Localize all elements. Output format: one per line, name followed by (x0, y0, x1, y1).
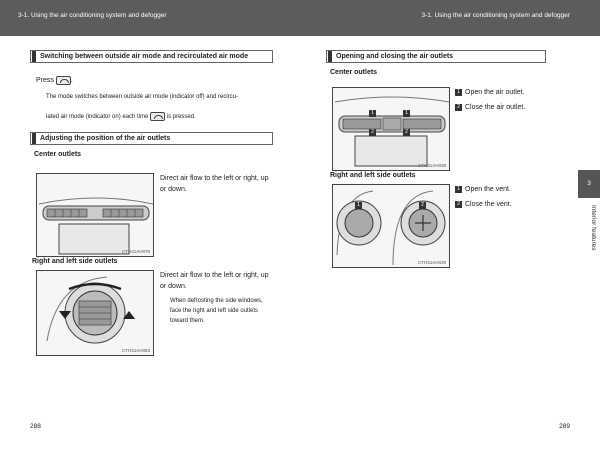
step-number: 1 (455, 89, 462, 96)
section-title: Opening and closing the air outlets (336, 53, 454, 60)
callout-1: 1 (355, 202, 362, 209)
center-vent-illustration (333, 88, 450, 171)
step-number: 2 (455, 201, 462, 208)
center-outlets-steps (455, 87, 555, 113)
section-marker (32, 133, 36, 144)
header-right-title: 3-1. Using the air conditioning system and defogger (421, 12, 570, 19)
recirculate-button-icon (56, 76, 71, 85)
step-text: Open the vent. (465, 186, 511, 193)
step-text: Close the vent. (465, 201, 512, 208)
section-switching-air-mode (30, 50, 273, 63)
center-outlets-heading: Center outlets (330, 69, 378, 76)
step-text: Open the air outlet. (465, 89, 525, 96)
press-end: . (70, 77, 73, 84)
chapter-tab-label: Interior features (590, 205, 597, 251)
side-outlets-open-close-figure (332, 184, 450, 268)
figure-code: CTH31AH083 (121, 348, 150, 353)
side-outlets-figure (36, 270, 154, 356)
step-item (455, 87, 555, 98)
center-outlets-figure (36, 173, 154, 257)
section-title: Switching between outside air mode and recirculated air mode (40, 53, 249, 60)
side-outlets-heading: Right and left side outlets (330, 172, 416, 179)
mode-description (46, 92, 273, 122)
step-number: 1 (455, 186, 462, 193)
callout-1: 1 (403, 110, 410, 117)
callout-2: 2 (369, 129, 376, 136)
section-marker (32, 51, 36, 62)
page-number-left: 288 (30, 423, 41, 430)
mode-text-line-2: lated air mode (indicator on) each time (46, 114, 149, 121)
callout-2: 2 (419, 202, 426, 209)
step-item (455, 199, 555, 210)
chapter-tab: 3 (578, 170, 600, 198)
side-outlets-steps (455, 184, 555, 210)
page-number-right: 289 (559, 423, 570, 430)
figure-code: CTH31AH038 (417, 163, 446, 168)
header-bar (0, 0, 600, 36)
section-marker (328, 51, 332, 62)
side-vent-illustration (37, 271, 154, 356)
recirculate-button-icon (150, 112, 165, 121)
right-page (326, 50, 546, 81)
side-outlets-text (160, 270, 275, 326)
side-outlets-heading: Right and left side outlets (32, 258, 118, 265)
callout-1: 1 (369, 110, 376, 117)
step-number: 2 (455, 104, 462, 111)
mode-text-line-1: The mode switches between outside air mode (indicator off) and recircu- (46, 94, 238, 100)
press-line (36, 75, 273, 86)
step-item (455, 102, 555, 113)
section-open-close-outlets (326, 50, 546, 63)
press-label: Press (36, 77, 54, 84)
center-outlets-description: Direct air flow to the left or right, up or down. (160, 175, 269, 193)
callout-2: 2 (403, 129, 410, 136)
step-item (455, 184, 555, 195)
side-vents-illustration (333, 185, 450, 268)
center-vent-illustration (37, 174, 154, 257)
section-adjust-outlets (30, 132, 273, 145)
side-outlets-note: When defrosting the side windows, face the right and left side outlets toward them. (170, 298, 263, 324)
figure-code: CTH31AH039 (417, 260, 446, 265)
section-title: Adjusting the position of the air outlets (40, 135, 171, 143)
side-outlets-description: Direct air flow to the left or right, up or down. (160, 272, 269, 290)
mode-text-line-3: is pressed. (166, 114, 196, 121)
figure-code: CTH31AH076 (121, 249, 150, 254)
header-left-title: 3-1. Using the air conditioning system and defogger (18, 12, 167, 19)
center-outlets-heading: Center outlets (34, 151, 82, 159)
left-page (30, 50, 273, 163)
center-outlets-open-close-figure (332, 87, 450, 171)
step-text: Close the air outlet. (465, 104, 526, 111)
